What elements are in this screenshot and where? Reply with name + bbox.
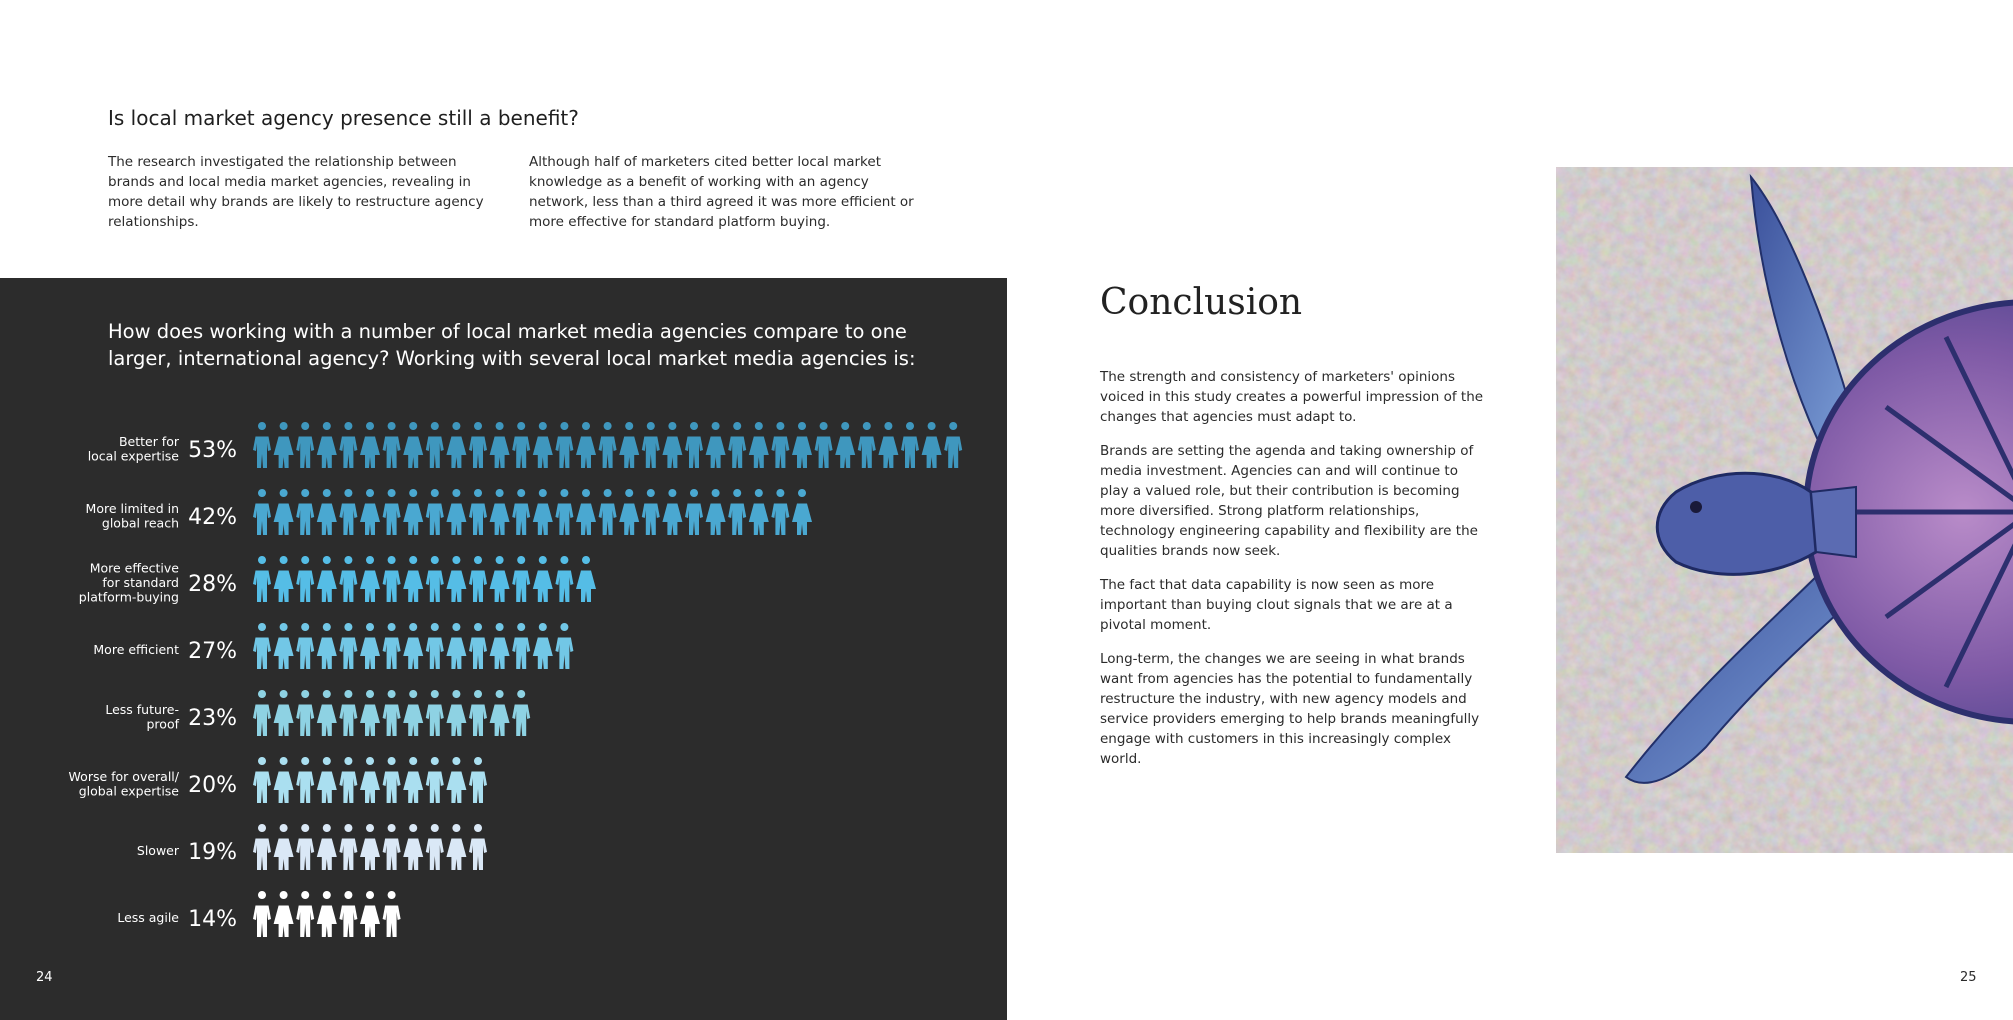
intro-paragraph-left: The research investigated the relationship between brands and local media market agencies, revealing in more detail why brands are likely to restructure agency relationships. <box>108 154 484 230</box>
person-icon <box>446 422 466 468</box>
person-icon <box>835 422 855 468</box>
category-label: Better for <box>118 433 179 449</box>
value-label: 20% <box>188 773 237 798</box>
conclusion-paragraph: The strength and consistency of marketers' opinions voiced in this study creates a powerful impression of the changes that agencies must adapt to. <box>1100 369 1484 425</box>
person-icon <box>339 556 357 602</box>
person-icon <box>706 422 726 468</box>
category-label: Worse for overall/ <box>68 768 179 784</box>
person-icon <box>728 422 746 468</box>
person-icon <box>360 556 380 602</box>
chart-row <box>86 489 812 535</box>
conclusion-body <box>1100 367 1485 783</box>
chart-row <box>69 757 487 803</box>
person-icon <box>490 623 510 669</box>
intro-paragraph-right: Although half of marketers cited better local market knowledge as a benefit of working with an agency network, less than a third agreed it was more efficient or more effective for standard platform buying. <box>529 154 914 230</box>
person-icon <box>446 690 466 736</box>
head <box>1657 473 1816 574</box>
person-icon <box>339 623 357 669</box>
person-icon <box>533 489 553 535</box>
person-icon <box>555 489 573 535</box>
person-icon <box>490 422 510 468</box>
category-label: More limited in <box>85 500 179 516</box>
page-number-left: 24 <box>36 970 53 985</box>
person-icon <box>642 489 660 535</box>
person-icon <box>576 556 596 602</box>
person-icon <box>446 824 466 870</box>
person-icon <box>317 422 337 468</box>
person-icon <box>253 824 271 870</box>
chart-row <box>88 422 963 468</box>
person-icon <box>274 891 294 937</box>
person-icon <box>469 690 487 736</box>
person-icon <box>662 489 682 535</box>
category-label: for standard <box>102 575 179 590</box>
person-icon <box>533 422 553 468</box>
person-icon <box>296 623 314 669</box>
category-label: More effective <box>89 560 179 576</box>
chart-row <box>79 556 596 605</box>
person-icon <box>383 623 401 669</box>
person-icon <box>383 556 401 602</box>
person-icon <box>469 824 487 870</box>
person-icon <box>360 623 380 669</box>
chart-row <box>137 824 487 870</box>
person-icon <box>317 623 337 669</box>
person-icon <box>383 824 401 870</box>
person-icon <box>815 422 833 468</box>
person-icon <box>339 690 357 736</box>
person-icon <box>317 891 337 937</box>
person-icon <box>339 824 357 870</box>
chart-row <box>93 623 573 669</box>
person-icon <box>619 422 639 468</box>
person-icon <box>469 623 487 669</box>
person-icon <box>339 891 357 937</box>
person-icon <box>555 556 573 602</box>
person-icon <box>403 824 423 870</box>
value-label: 14% <box>188 907 237 932</box>
person-icon <box>296 690 314 736</box>
person-icon <box>383 891 401 937</box>
person-icon <box>512 690 530 736</box>
category-label: Slower <box>136 843 179 858</box>
person-icon <box>274 422 294 468</box>
person-icon <box>662 422 682 468</box>
person-icon <box>383 422 401 468</box>
person-icon <box>749 489 769 535</box>
person-icon <box>360 422 380 468</box>
person-icon <box>426 824 444 870</box>
person-icon <box>296 757 314 803</box>
person-icon <box>469 556 487 602</box>
person-icon <box>533 623 553 669</box>
value-label: 23% <box>188 706 237 731</box>
conclusion-paragraph: Long-term, the changes we are seeing in what brands want from agencies has the potential to fundamentally restructure the industry, with new agency models and service providers emerging to help brands meaningfully engage with customers in this increasingly complex world. <box>1100 651 1480 767</box>
person-icon <box>446 623 466 669</box>
person-icon <box>878 422 898 468</box>
person-icon <box>426 623 444 669</box>
person-icon <box>403 690 423 736</box>
person-icon <box>792 489 812 535</box>
category-label: local expertise <box>87 448 179 464</box>
person-icon <box>619 489 639 535</box>
person-icon <box>360 824 380 870</box>
person-icon <box>274 489 294 535</box>
person-icon <box>253 422 271 468</box>
chart-row <box>105 690 530 736</box>
neck <box>1811 487 1856 557</box>
person-icon <box>706 489 726 535</box>
value-label: 27% <box>188 639 237 664</box>
section-title: Is local market agency presence still a benefit? <box>108 106 579 130</box>
person-icon <box>469 489 487 535</box>
person-icon <box>642 422 660 468</box>
category-label: proof <box>146 716 179 732</box>
person-icon <box>360 891 380 937</box>
person-icon <box>490 556 510 602</box>
person-icon <box>339 489 357 535</box>
person-icon <box>296 824 314 870</box>
person-icon <box>512 422 530 468</box>
category-label: Less agile <box>117 910 179 925</box>
person-icon <box>599 489 617 535</box>
person-icon <box>446 757 466 803</box>
person-icon <box>512 489 530 535</box>
person-icon <box>339 422 357 468</box>
person-icon <box>253 623 271 669</box>
person-icon <box>274 690 294 736</box>
person-icon <box>317 489 337 535</box>
person-icon <box>576 489 596 535</box>
person-icon <box>446 556 466 602</box>
sea-turtle-photo <box>1556 167 2013 853</box>
person-icon <box>383 690 401 736</box>
person-icon <box>317 824 337 870</box>
category-label: global reach <box>101 515 179 531</box>
person-icon <box>944 422 962 468</box>
person-icon <box>749 422 769 468</box>
person-icon <box>253 891 271 937</box>
person-icon <box>274 757 294 803</box>
person-icon <box>469 757 487 803</box>
person-icon <box>469 422 487 468</box>
person-icon <box>858 422 876 468</box>
person-icon <box>922 422 942 468</box>
person-icon <box>403 757 423 803</box>
person-icon <box>446 489 466 535</box>
value-label: 42% <box>188 505 237 530</box>
person-icon <box>490 489 510 535</box>
person-icon <box>403 556 423 602</box>
person-icon <box>253 690 271 736</box>
person-icon <box>403 422 423 468</box>
person-icon <box>512 623 530 669</box>
person-icon <box>403 623 423 669</box>
person-icon <box>901 422 919 468</box>
person-icon <box>253 556 271 602</box>
page-number-right: 25 <box>1960 970 1977 985</box>
person-icon <box>728 489 746 535</box>
person-icon <box>317 757 337 803</box>
person-icon <box>555 422 573 468</box>
person-icon <box>360 690 380 736</box>
value-label: 53% <box>188 438 237 463</box>
category-label: Less future- <box>105 701 179 717</box>
person-icon <box>274 556 294 602</box>
person-icon <box>360 757 380 803</box>
value-label: 19% <box>188 840 237 865</box>
category-label: More efficient <box>93 642 179 657</box>
category-label: platform-buying <box>78 589 179 605</box>
person-icon <box>383 757 401 803</box>
person-icon <box>383 489 401 535</box>
person-icon <box>274 824 294 870</box>
person-icon <box>274 623 294 669</box>
person-icon <box>360 489 380 535</box>
person-icon <box>555 623 573 669</box>
person-icon <box>685 422 703 468</box>
person-icon <box>426 556 444 602</box>
value-label: 28% <box>188 572 237 597</box>
person-icon <box>426 757 444 803</box>
person-icon <box>771 489 789 535</box>
person-icon <box>339 757 357 803</box>
chart-row <box>117 891 400 937</box>
person-icon <box>296 891 314 937</box>
person-icon <box>490 690 510 736</box>
person-icon <box>426 690 444 736</box>
pictogram-chart <box>0 420 1007 940</box>
person-icon <box>533 556 553 602</box>
conclusion-paragraph: The fact that data capability is now seen as more important than buying clout signals that we are at a pivotal moment. <box>1100 577 1453 633</box>
person-icon <box>317 690 337 736</box>
conclusion-paragraph: Brands are setting the agenda and taking ownership of media investment. Agencies can and will continue to play a valued role, but their contribution is becoming more diversified. Strong platform relationships, technology engineering capability and flexibility are the qualities brands now seek. <box>1100 443 1478 559</box>
person-icon <box>426 489 444 535</box>
person-icon <box>253 757 271 803</box>
person-icon <box>599 422 617 468</box>
chart-question: How does working with a number of local market media agencies compare to one larger, international agency? Working with several local market media agencies is: <box>108 320 916 370</box>
person-icon <box>685 489 703 535</box>
person-icon <box>426 422 444 468</box>
category-label: global expertise <box>78 783 179 799</box>
person-icon <box>253 489 271 535</box>
conclusion-heading: Conclusion <box>1100 282 1303 323</box>
person-icon <box>512 556 530 602</box>
person-icon <box>317 556 337 602</box>
person-icon <box>403 489 423 535</box>
person-icon <box>576 422 596 468</box>
person-icon <box>771 422 789 468</box>
person-icon <box>296 489 314 535</box>
person-icon <box>296 556 314 602</box>
person-icon <box>296 422 314 468</box>
person-icon <box>792 422 812 468</box>
